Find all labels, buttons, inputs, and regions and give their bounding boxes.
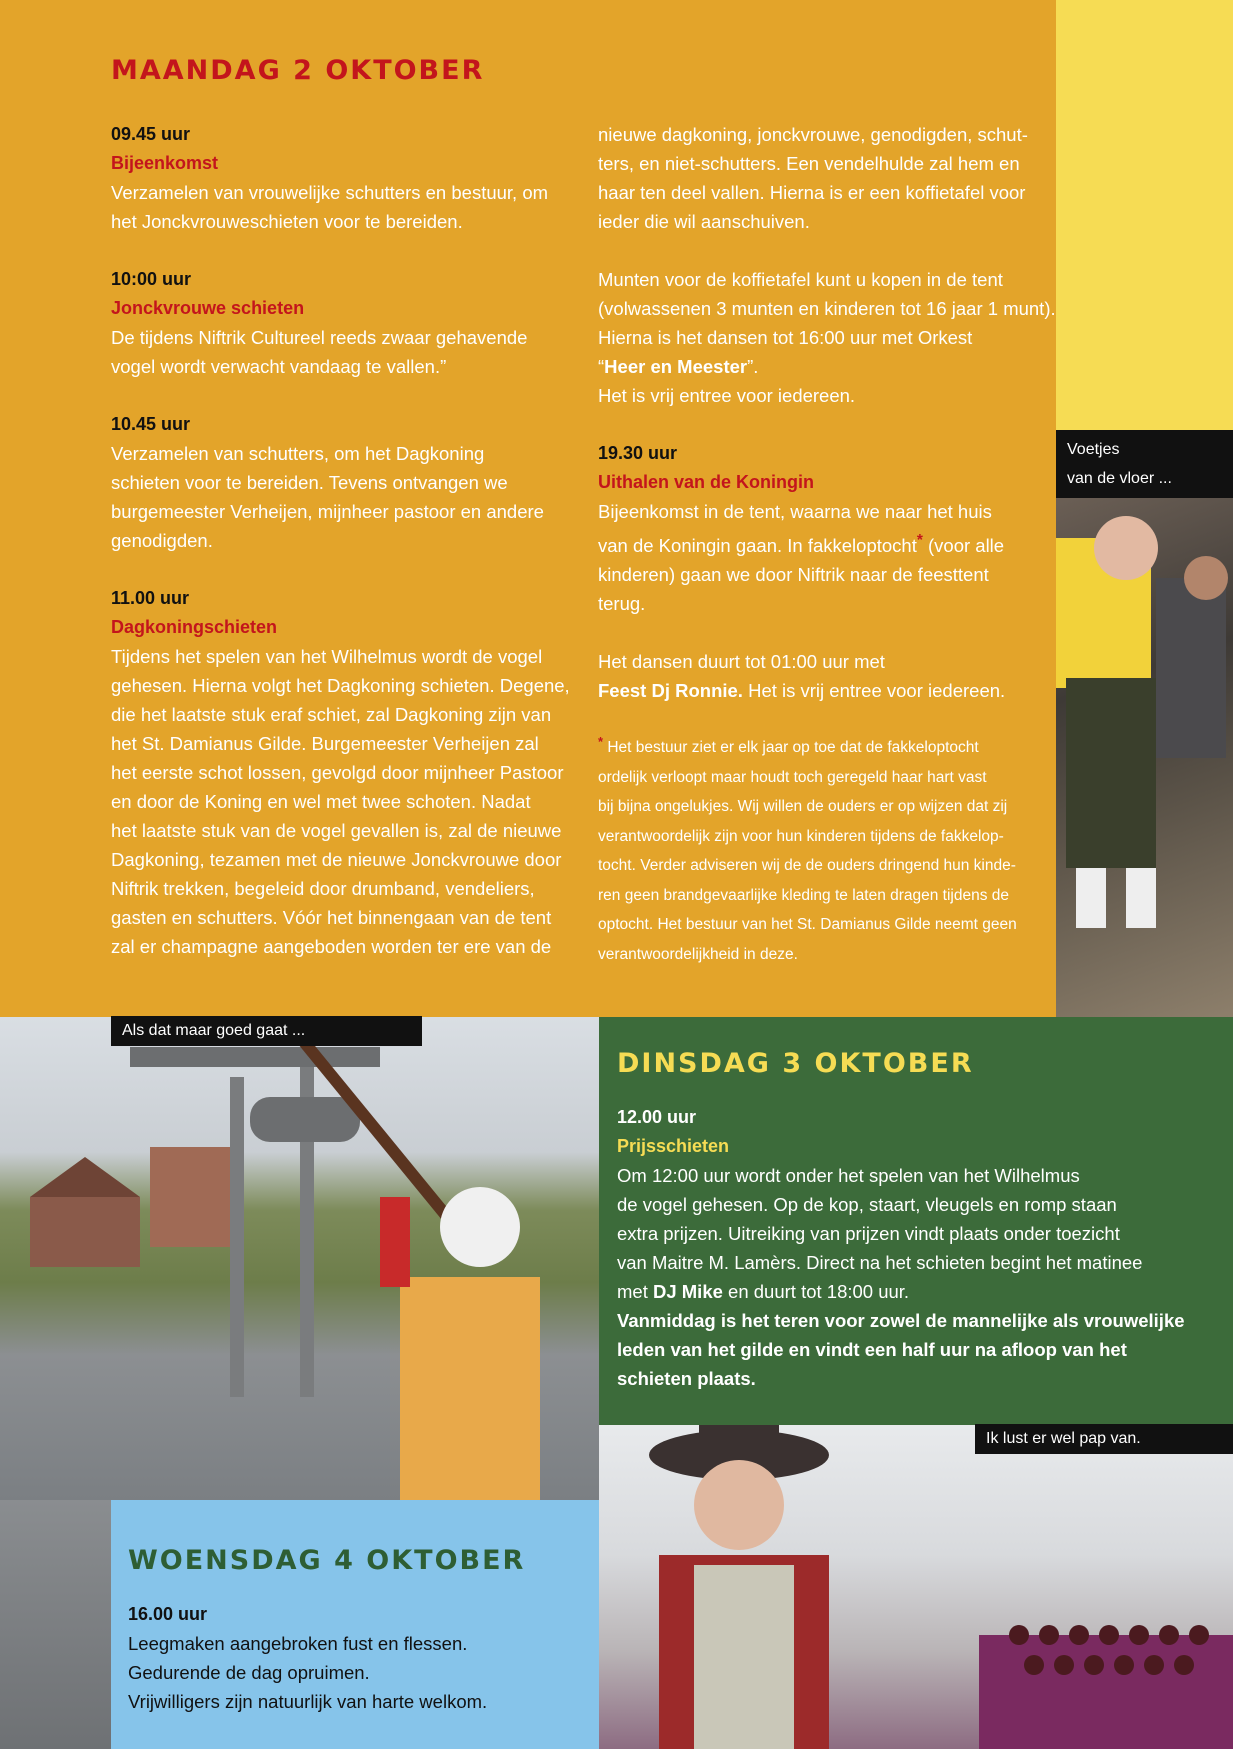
line: Munten voor de koffietafel kunt u kopen in de tent bbox=[598, 269, 1003, 290]
line: tocht. Verder adviseren wij de de ouders dringend hun kinde- bbox=[598, 857, 1016, 875]
maandag-title: MAANDAG 2 OKTOBER bbox=[111, 55, 485, 86]
time: 16.00 uur bbox=[128, 1604, 208, 1624]
line: (volwassenen 3 munten en kinderen tot 16 jaar 1 munt). bbox=[598, 298, 1056, 319]
line: vogel wordt verwacht vandaag te vallen.” bbox=[111, 356, 447, 377]
orkest-name: Heer en Meester bbox=[604, 356, 748, 377]
event-title: Prijsschieten bbox=[617, 1136, 730, 1156]
caption-voetjes: Voetjes van de vloer ... bbox=[1056, 430, 1233, 498]
entree-line: Het is vrij entree voor iedereen. bbox=[598, 385, 856, 406]
line: verantwoordelijkheid in deze. bbox=[598, 945, 798, 963]
orkest-line: “Heer en Meester”. bbox=[598, 356, 759, 377]
line: * Het bestuur ziet er elk jaar op toe dat de fakkeloptocht bbox=[598, 734, 979, 757]
line: met DJ Mike en duurt tot 18:00 uur. bbox=[617, 1281, 910, 1302]
line: ordelijk verloopt maar houdt toch geregeld haar hart vast bbox=[598, 768, 987, 786]
line: schieten voor te bereiden. Tevens ontvangen we bbox=[111, 472, 508, 493]
time: 11.00 uur bbox=[111, 588, 190, 608]
line: het eerste schot lossen, gevolgd door mijnheer Pastoor bbox=[111, 762, 564, 783]
line: De tijdens Niftrik Cultureel reeds zwaar gehavende bbox=[111, 327, 528, 348]
line: Het dansen duurt tot 01:00 uur met bbox=[598, 651, 885, 673]
line: genodigden. bbox=[111, 530, 213, 551]
line: haar ten deel vallen. Hierna is er een koffietafel voor bbox=[598, 182, 1026, 203]
time: 12.00 uur bbox=[617, 1107, 697, 1127]
event-title: Dagkoningschieten bbox=[111, 617, 278, 637]
line: zal er champagne aangeboden worden ter ere van de bbox=[111, 936, 552, 957]
line: en door de Koning en wel met twee schoten. Nadat bbox=[111, 791, 531, 812]
footnote bbox=[598, 727, 1054, 969]
caption-pap: Ik lust er wel pap van. bbox=[975, 1424, 1233, 1454]
block-munten bbox=[598, 265, 1054, 410]
line: burgemeester Verheijen, mijnheer pastoor en andere bbox=[111, 501, 544, 522]
maandag-right-column bbox=[598, 120, 1054, 969]
woensdag-section bbox=[128, 1545, 588, 1716]
line: gehesen. Hierna volgt het Dagkoning schieten. Degene, bbox=[111, 675, 570, 696]
block-dagkoningschieten bbox=[111, 584, 581, 961]
block-continued bbox=[598, 120, 1054, 236]
block-bijeenkomst bbox=[111, 120, 581, 236]
event-title: Bijeenkomst bbox=[111, 153, 219, 173]
block-jonckvrouwe bbox=[111, 265, 581, 381]
line: Tijdens het spelen van het Wilhelmus wordt de vogel bbox=[111, 646, 543, 667]
dj-name: Feest Dj Ronnie. bbox=[598, 680, 743, 702]
line: het Jonckvrouweschieten voor te bereiden. bbox=[111, 211, 463, 232]
line: Dagkoning, tezamen met de nieuwe Jonckvrouwe door bbox=[111, 849, 562, 870]
event-title: Jonckvrouwe schieten bbox=[111, 298, 305, 318]
line: extra prijzen. Uitreiking van prijzen vindt plaats onder toezicht bbox=[617, 1223, 1120, 1244]
block-dansen bbox=[598, 647, 1054, 705]
line: het laatste stuk van de vogel gevallen is, zal de nieuwe bbox=[111, 820, 562, 841]
line: verantwoordelijk zijn voor hun kinderen tijdens de fakkelop- bbox=[598, 827, 1004, 845]
event-title: Uithalen van de Koningin bbox=[598, 472, 815, 492]
line: Leegmaken aangebroken fust en flessen. bbox=[128, 1633, 468, 1654]
line: Bijeenkomst in de tent, waarna we naar het huis bbox=[598, 501, 992, 522]
line: van de Koningin gaan. In fakkeloptocht* (voor alle bbox=[598, 532, 1005, 557]
time: 19.30 uur bbox=[598, 443, 678, 463]
line: Vrijwilligers zijn natuurlijk van harte welkom. bbox=[128, 1691, 488, 1712]
line: terug. bbox=[598, 593, 646, 615]
line: nieuwe dagkoning, jonckvrouwe, genodigden, schut- bbox=[598, 124, 1028, 145]
time: 10:00 uur bbox=[111, 269, 192, 289]
dinsdag-title: DINSDAG 3 OKTOBER bbox=[617, 1048, 974, 1079]
line: kinderen) gaan we door Niftrik naar de feesttent bbox=[598, 564, 989, 586]
woensdag-title: WOENSDAG 4 OKTOBER bbox=[128, 1545, 526, 1576]
line: Vanmiddag is het teren voor zowel de mannelijke als vrouwelijke bbox=[617, 1310, 1185, 1331]
line: van Maitre M. Lamèrs. Direct na het schieten begint het matinee bbox=[617, 1252, 1143, 1273]
line: leden van het gilde en vindt een half uur na afloop van het bbox=[617, 1339, 1127, 1360]
line: het St. Damianus Gilde. Burgemeester Verheijen zal bbox=[111, 733, 539, 754]
dinsdag-section bbox=[617, 1048, 1227, 1393]
dancing-photo bbox=[1056, 498, 1233, 1017]
shooting-photo bbox=[0, 1017, 599, 1500]
asterisk-marker: * bbox=[598, 734, 604, 750]
time: 09.45 uur bbox=[111, 124, 191, 144]
line: Hierna is het dansen tot 16:00 uur met Orkest bbox=[598, 327, 973, 348]
line: ren geen brandgevaarlijke kleding te laten dragen tijdens de bbox=[598, 886, 1010, 904]
line: Om 12:00 uur wordt onder het spelen van het Wilhelmus bbox=[617, 1165, 1080, 1186]
dj-name: DJ Mike bbox=[652, 1281, 723, 1302]
line: Gedurende de dag opruimen. bbox=[128, 1662, 370, 1683]
line: Niftrik trekken, begeleid door drumband, vendeliers, bbox=[111, 878, 535, 899]
line: die het laatste stuk eraf schiet, zal Dagkoning zijn van bbox=[111, 704, 552, 725]
line: de vogel gehesen. Op de kop, staart, vleugels en romp staan bbox=[617, 1194, 1117, 1215]
king-photo bbox=[599, 1425, 1233, 1749]
line: optocht. Het bestuur van het St. Damianus Gilde neemt geen bbox=[598, 916, 1017, 934]
maandag-left-column bbox=[111, 120, 581, 961]
yellow-corner bbox=[1056, 0, 1233, 430]
line: ieder die wil aanschuiven. bbox=[598, 211, 810, 232]
line: Feest Dj Ronnie. Het is vrij entree voor iedereen. bbox=[598, 680, 1006, 702]
shooting-photo-continued bbox=[0, 1500, 111, 1749]
line: schieten plaats. bbox=[617, 1368, 756, 1389]
asterisk-marker: * bbox=[916, 532, 923, 549]
line: Verzamelen van vrouwelijke schutters en bestuur, om bbox=[111, 182, 549, 203]
line: ters, en niet-schutters. Een vendelhulde zal hem en bbox=[598, 153, 1020, 174]
caption-goed: Als dat maar goed gaat ... bbox=[111, 1016, 422, 1046]
line: bij bijna ongelukjes. Wij willen de ouders er op wijzen dat zij bbox=[598, 798, 1008, 816]
block-uithalen bbox=[598, 439, 1054, 618]
line: gasten en schutters. Vóór het binnengaan van de tent bbox=[111, 907, 552, 928]
block-verzamelen bbox=[111, 410, 581, 555]
line: Verzamelen van schutters, om het Dagkoning bbox=[111, 443, 485, 464]
time: 10.45 uur bbox=[111, 414, 191, 434]
